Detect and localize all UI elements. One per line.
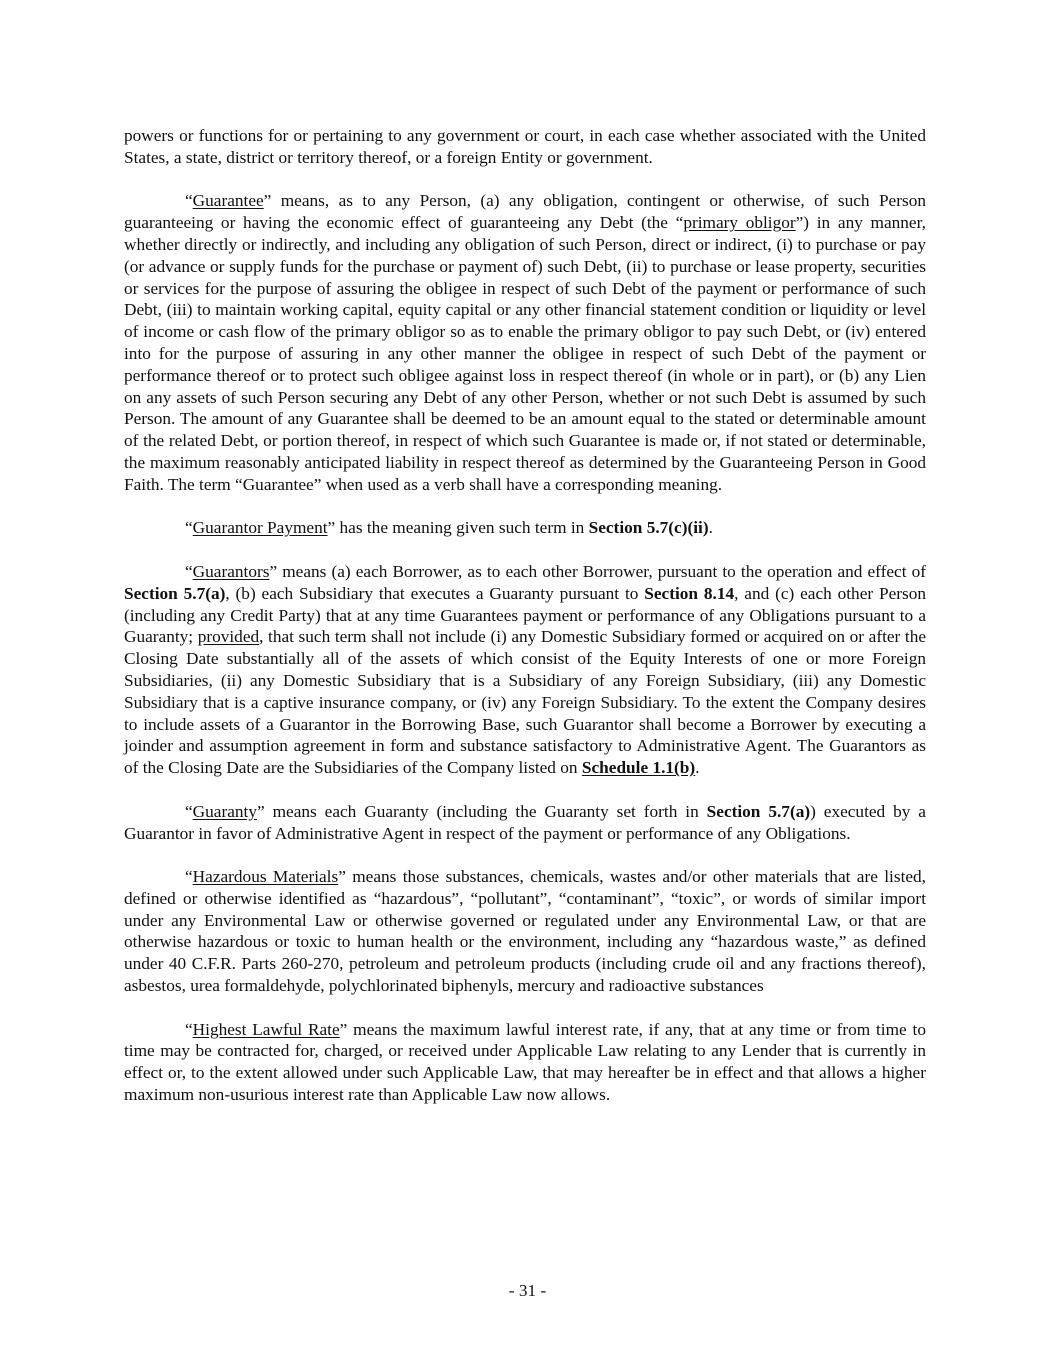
definition-text: ” means the maximum lawful interest rate, if any, that at any time or from time to time may be contracted for, charged, or received under Applicable Law relating to any Lender that is currently in effect or, to the extent allowed under such Applicable Law, that may hereafter be in effect and that allows a higher maximum non-usurious interest rate than Applicable Law now allows.	[124, 1019, 926, 1105]
definition-hazardous-materials	[124, 866, 926, 997]
defined-term-primary-obligor: primary obligor	[683, 213, 796, 233]
defined-term-guarantor-payment: Guarantor Payment	[192, 518, 328, 538]
definition-text: ”) in any manner, whether directly or indirectly, and including any obligation of such Person, direct or indirect, (i) to purchase or pay (or advance or supply funds for the purchase or payment of) such Debt, (ii) to purchase or lease property, securities or services for the purpose of assuring the obligee in respect of such Debt of the payment or performance of such Debt, (iii) to maintain working capital, equity capital or any other financial statement condition or liquidity or level of income or cash flow of the primary obligor so as to enable the primary obligor to pay such Debt, or (iv) entered into for the purpose of assuring in any other manner the obligee in respect of such Debt of the payment or performance thereof or to protect such obligee against loss in respect thereof (in whole or in part), or (b) any Lien on any assets of such Person securing any Debt of any other Person, whether or not such Debt is assumed by such Person. The amount of any Guarantee shall be deemed to be an amount equal to the stated or determinable amount of the related Debt, or portion thereof, in respect of which such Guarantee is made or, if not stated or determinable, the maximum reasonably anticipated liability in respect thereof as determined by the Guaranteeing Person in Good Faith. The term “Guarantee” when used as a verb shall have a corresponding meaning.	[124, 213, 926, 494]
open-quote: “	[185, 801, 193, 821]
open-quote: “	[185, 561, 193, 581]
definition-text: ” has the meaning given such term in	[327, 518, 589, 538]
defined-term-guaranty: Guaranty	[192, 801, 257, 821]
section-reference: Section 5.7(a)	[706, 801, 811, 821]
definition-text: , and (c) each other Person (including any Credit Party) that at any time Guarantees payment or performance of any Obligations pursuant to a Guaranty;	[124, 583, 927, 647]
paragraph-government-continued	[124, 125, 926, 169]
defined-term-highest-lawful-rate: Highest Lawful Rate	[192, 1019, 340, 1039]
definition-text: , (b) each Subsidiary that executes a Guaranty pursuant to	[225, 583, 645, 603]
definition-text: ” means (a) each Borrower, as to each other Borrower, pursuant to the operation and effect of	[269, 561, 926, 581]
defined-term-guarantors: Guarantors	[192, 561, 270, 581]
defined-term-guarantee: Guarantee	[192, 191, 264, 211]
defined-term-provided: provided	[197, 627, 260, 647]
definition-guaranty	[124, 801, 926, 845]
definition-text: .	[695, 758, 700, 778]
page-number: - 31 -	[508, 1281, 547, 1300]
definition-text: ” means those substances, chemicals, wastes and/or other materials that are listed, defined or otherwise identified as “hazardous”, “pollutant”, “contaminant”, “toxic”, or words of similar import under any Environmental Law or otherwise governed or regulated under any Environmental Law, or that are otherwise hazardous or toxic to human health or the environment, including any “hazardous waste,” as defined under 40 C.F.R. Parts 260-270, petroleum and petroleum products (including crude oil and any fractions thereof), asbestos, urea formaldehyde, polychlorinated biphenyls, mercury and radioactive substances	[124, 867, 926, 996]
section-reference: Section 5.7(a)	[124, 583, 226, 603]
document-page	[124, 125, 926, 1128]
definition-text: ) executed by a Guarantor in favor of Administrative Agent in respect of the payment or performance of any Obligations.	[124, 801, 926, 843]
definition-text: .	[708, 518, 713, 538]
open-quote: “	[185, 518, 193, 538]
definition-guarantors	[124, 561, 926, 779]
section-reference: Section 8.14	[644, 583, 735, 603]
definition-text: , that such term shall not include (i) any Domestic Subsidiary formed or acquired on or after the Closing Date substantially all of the assets of which consist of the Equity Interests of one or more Foreign Subsidiaries, (ii) any Domestic Subsidiary that is a Subsidiary of any Foreign Subsidiary, (iii) any Domestic Subsidiary that is a captive insurance company, or (iv) any Foreign Subsidiary. To the extent the Company desires to include assets of a Guarantor in the Borrowing Base, such Guarantor shall become a Borrower by executing a joinder and assumption agreement in form and substance satisfactory to Administrative Agent. The Guarantors as of the Closing Date are the Subsidiaries of the Company listed on	[124, 627, 927, 778]
paragraph-text: powers or functions for or pertaining to any government or court, in each case whether associated with the United States, a state, district or territory thereof, or a foreign Entity or government.	[124, 126, 926, 167]
open-quote: “	[185, 867, 193, 887]
open-quote: “	[185, 191, 193, 211]
definition-text: ” means each Guaranty (including the Guaranty set forth in	[256, 801, 707, 821]
section-reference: Section 5.7(c)(ii)	[588, 518, 709, 538]
defined-term-hazardous-materials: Hazardous Materials	[192, 867, 339, 887]
open-quote: “	[185, 1019, 193, 1039]
definition-guarantee	[124, 190, 926, 495]
schedule-reference: Schedule 1.1(b)	[581, 758, 696, 778]
definition-guarantor-payment	[124, 517, 926, 539]
definition-highest-lawful-rate	[124, 1019, 926, 1106]
definition-text: ” means, as to any Person, (a) any obligation, contingent or otherwise, of such Person guaranteeing or having the economic effect of guaranteeing any Debt (the “	[124, 191, 926, 233]
